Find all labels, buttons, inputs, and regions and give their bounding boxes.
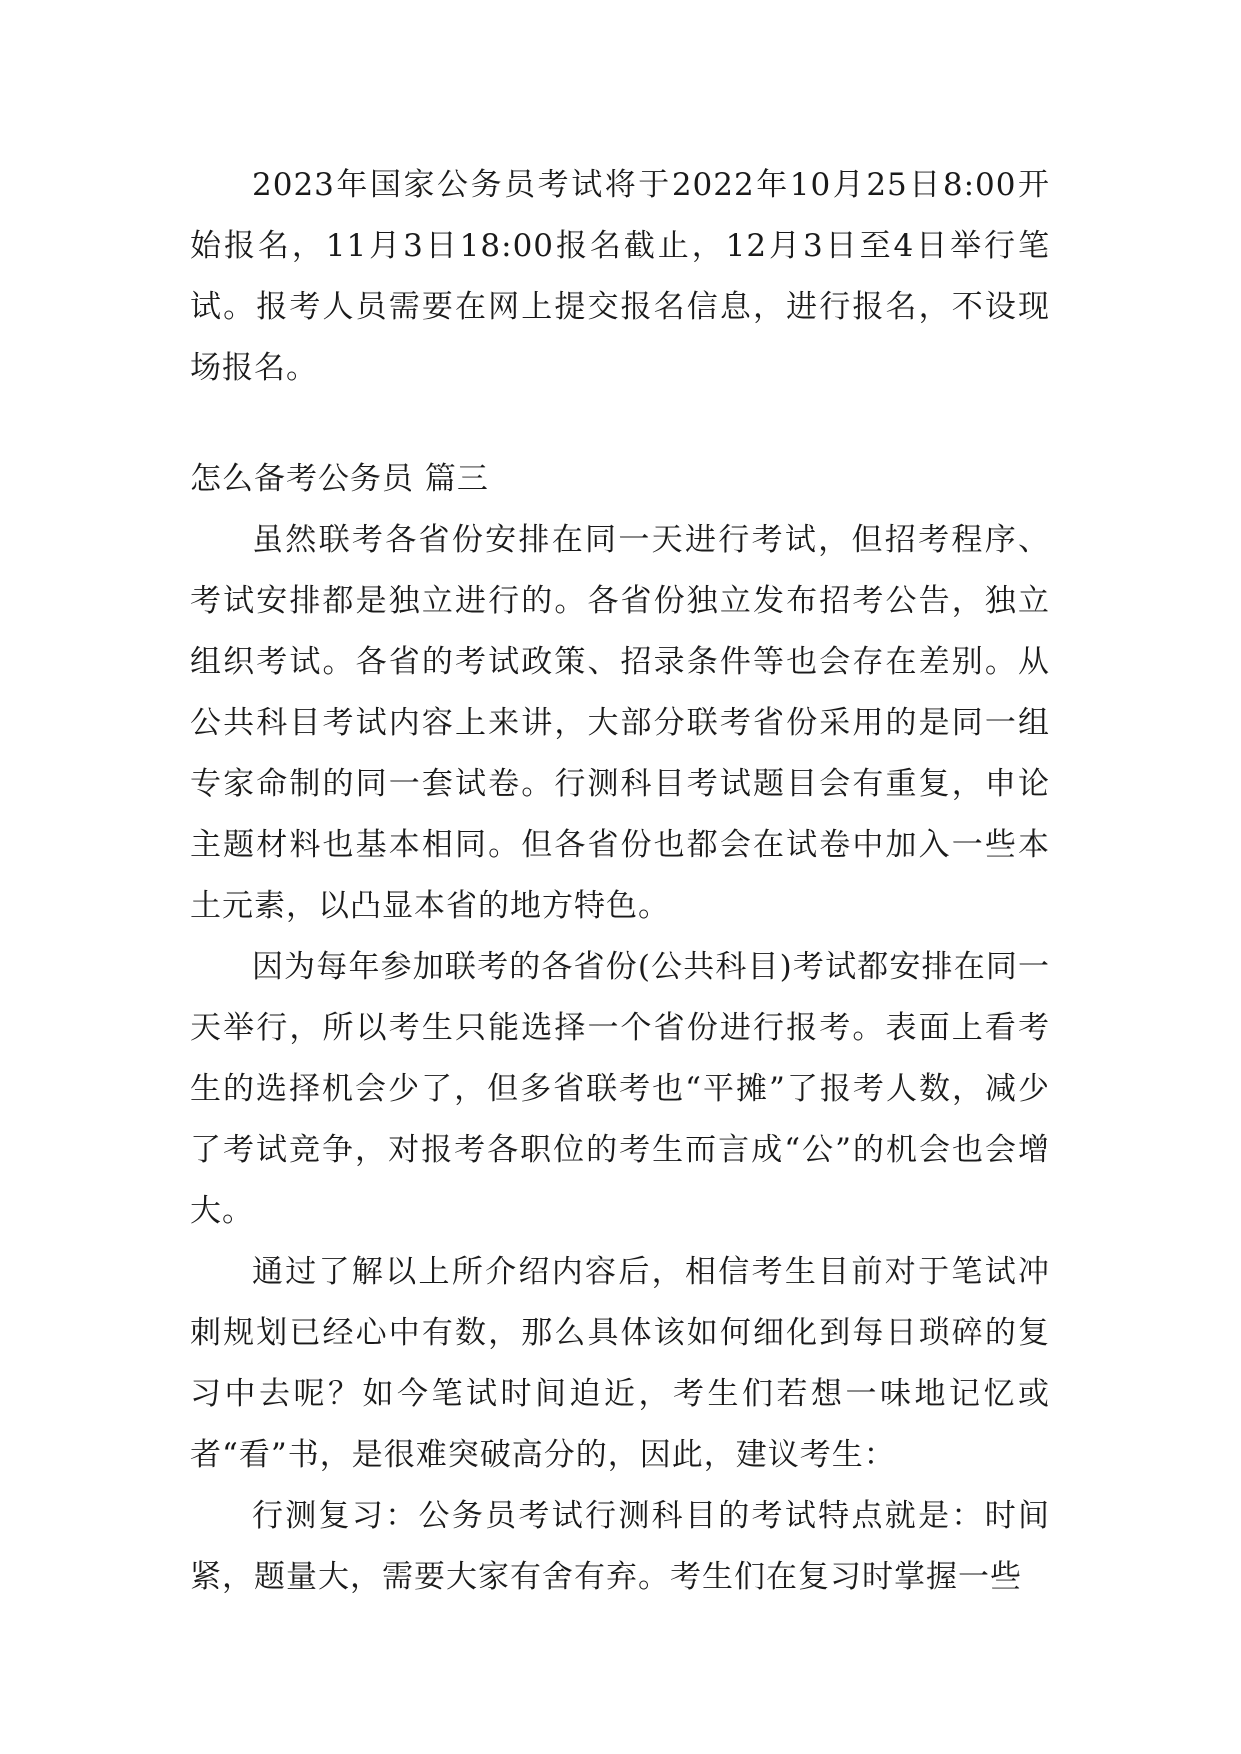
body-paragraph-4: 行测复习：公务员考试行测科目的考试特点就是：时间紧，题量大，需要大家有舍有弃。考生们在复习时掌握一些 bbox=[190, 1498, 1050, 1595]
body-paragraph-2: 因为每年参加联考的各省份(公共科目)考试都安排在同一天举行，所以考生只能选择一个省份进行报考。表面上看考生的选择机会少了，但多省联考也“平摊”了报考人数，减少了考试竞争，对报考各职位的考生而言成“公”的机会也会增大。 bbox=[190, 949, 1050, 1229]
intro-paragraph: 2023年国家公务员考试将于2022年10月25日8:00开始报名，11月3日18:00报名截止，12月3日至4日举行笔试。报考人员需要在网上提交报名信息，进行报名，不设现场报名。 bbox=[190, 167, 1050, 386]
document-page bbox=[190, 155, 1050, 1608]
body-paragraph-3: 通过了解以上所介绍内容后，相信考生目前对于笔试冲刺规划已经心中有数，那么具体该如何细化到每日琐碎的复习中去呢？如今笔试时间迫近，考生们若想一味地记忆或者“看”书，是很难突破高分的，因此，建议考生： bbox=[190, 1254, 1050, 1473]
body-paragraph-1: 虽然联考各省份安排在同一天进行考试，但招考程序、考试安排都是独立进行的。各省份独立发布招考公告，独立组织考试。各省的考试政策、招录条件等也会存在差别。从公共科目考试内容上来讲，大部分联考省份采用的是同一组专家命制的同一套试卷。行测科目考试题目会有重复，申论主题材料也基本相同。但各省份也都会在试卷中加入一些本土元素，以凸显本省的地方特色。 bbox=[190, 522, 1050, 924]
section-heading: 怎么备考公务员 篇三 bbox=[190, 461, 489, 497]
